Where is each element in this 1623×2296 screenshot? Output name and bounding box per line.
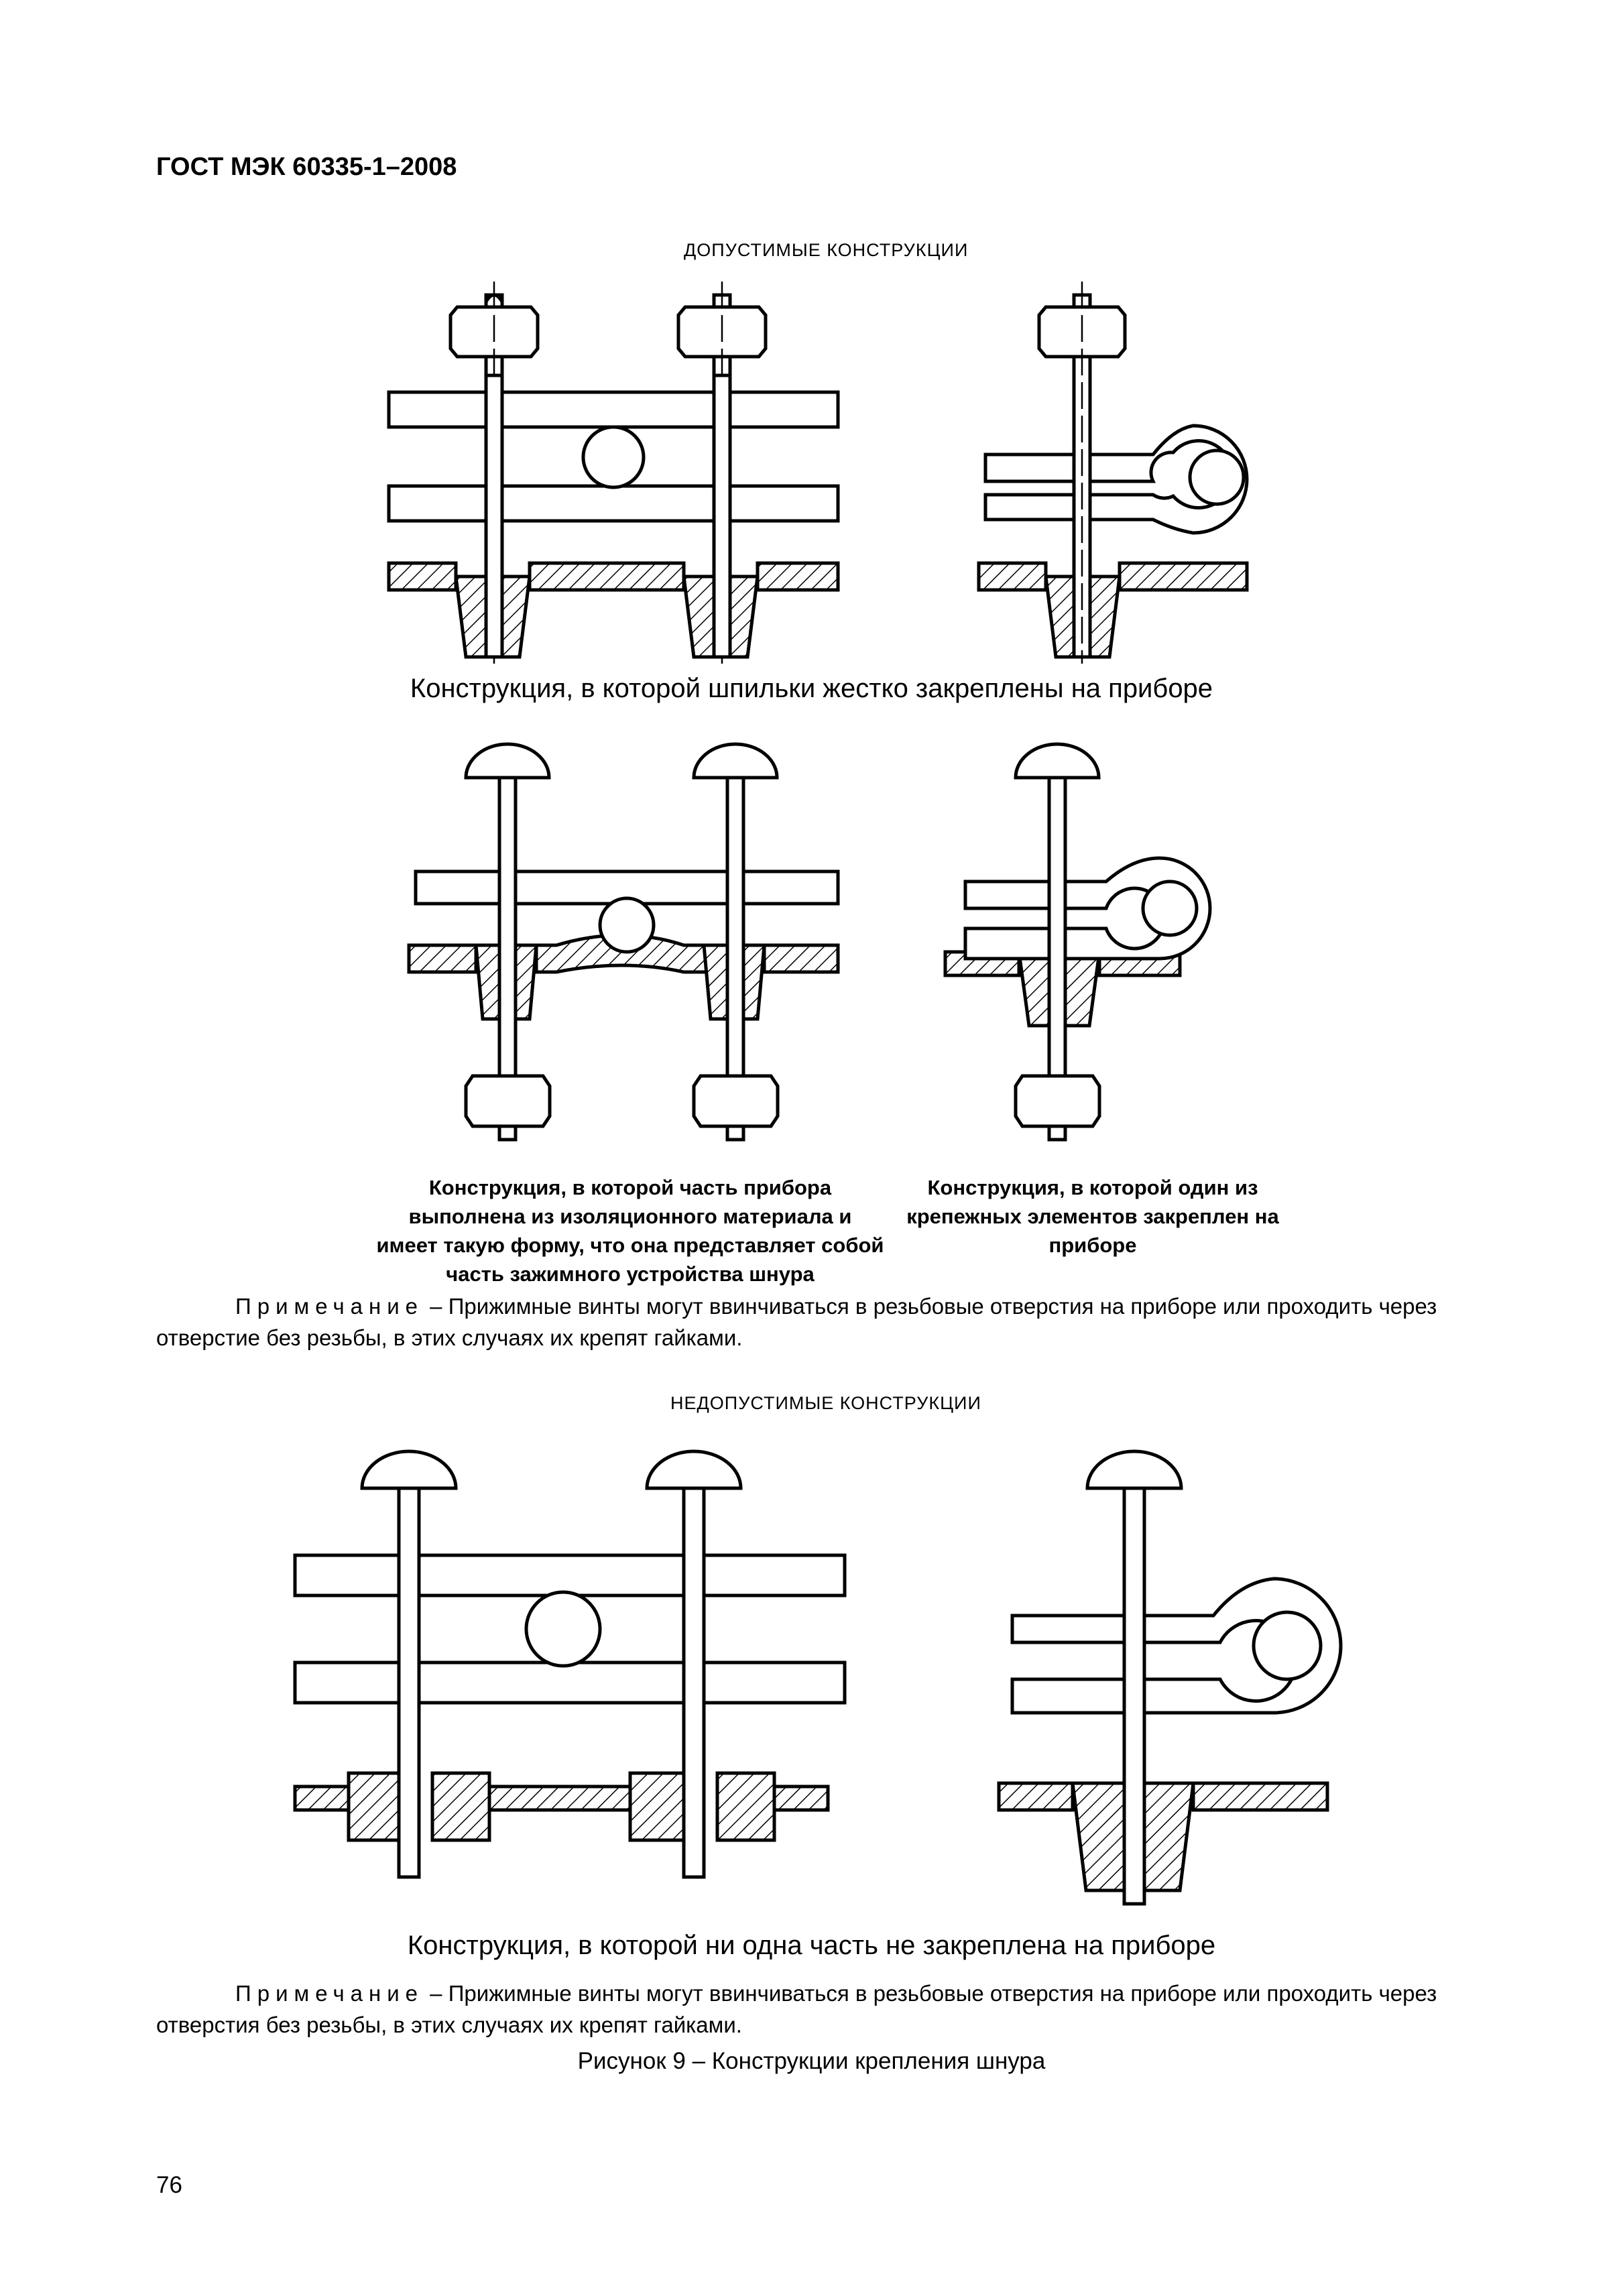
drawing-one-element-fixed (939, 737, 1274, 1153)
clamp-plate-lower (295, 1663, 845, 1703)
note-text: – Прижимные винты могут ввинчиваться в резьбовые отверстия на приборе или проходить через отверстие без резьбы, в этих случаях их крепят гайками. (156, 1294, 1437, 1350)
figure-caption: Рисунок 9 – Конструкции крепления шнура (577, 2048, 1046, 2074)
cord-section (600, 898, 654, 952)
cord-section (583, 427, 644, 487)
clamp-plate-lower (389, 486, 838, 521)
caption-none-fixed: Конструкция, в которой ни одна часть не закреплена на приборе (407, 1931, 1216, 1960)
clamp-plate-upper (389, 392, 838, 427)
caption-insulating-part: Конструкция, в которой часть прибора выполнена из изоляционного материала и имеет такую форму, что она представляет собой часть зажимного устройства шнура (376, 1176, 884, 1286)
note-forbidden (156, 1978, 1490, 2041)
note-allowed (156, 1290, 1490, 1353)
drawing-fixed-studs-pair (375, 282, 858, 677)
forbidden-heading: НЕДОПУСТИМЫЕ КОНСТРУКЦИИ (670, 1393, 981, 1413)
note-text: – Прижимные винты могут ввинчиваться в резьбовые отверстия на приборе или проходить через отверстия без резьбы, в этих случаях их крепят гайками. (156, 1981, 1437, 2037)
note-label: Примечание (235, 1981, 424, 2006)
allowed-heading: ДОПУСТИМЫЕ КОНСТРУКЦИИ (684, 240, 969, 260)
caption-fixed-studs: Конструкция, в которой шпильки жестко закреплены на приборе (410, 674, 1213, 703)
drawing-insulating-part (396, 737, 865, 1153)
page-number: 76 (156, 2172, 182, 2198)
drawing-fixed-stud-single (972, 282, 1254, 677)
drawing-none-fixed-pair (288, 1435, 851, 1897)
caption-one-fixed: Конструкция, в которой один из крепежных элементов закреплен на приборе (906, 1176, 1279, 1257)
clamp-plate-upper (295, 1555, 845, 1595)
drawing-none-fixed-single (992, 1435, 1368, 1917)
cord-section (526, 1592, 600, 1666)
note-label: Примечание (235, 1294, 424, 1319)
document-header: ГОСТ МЭК 60335-1–2008 (156, 153, 457, 181)
